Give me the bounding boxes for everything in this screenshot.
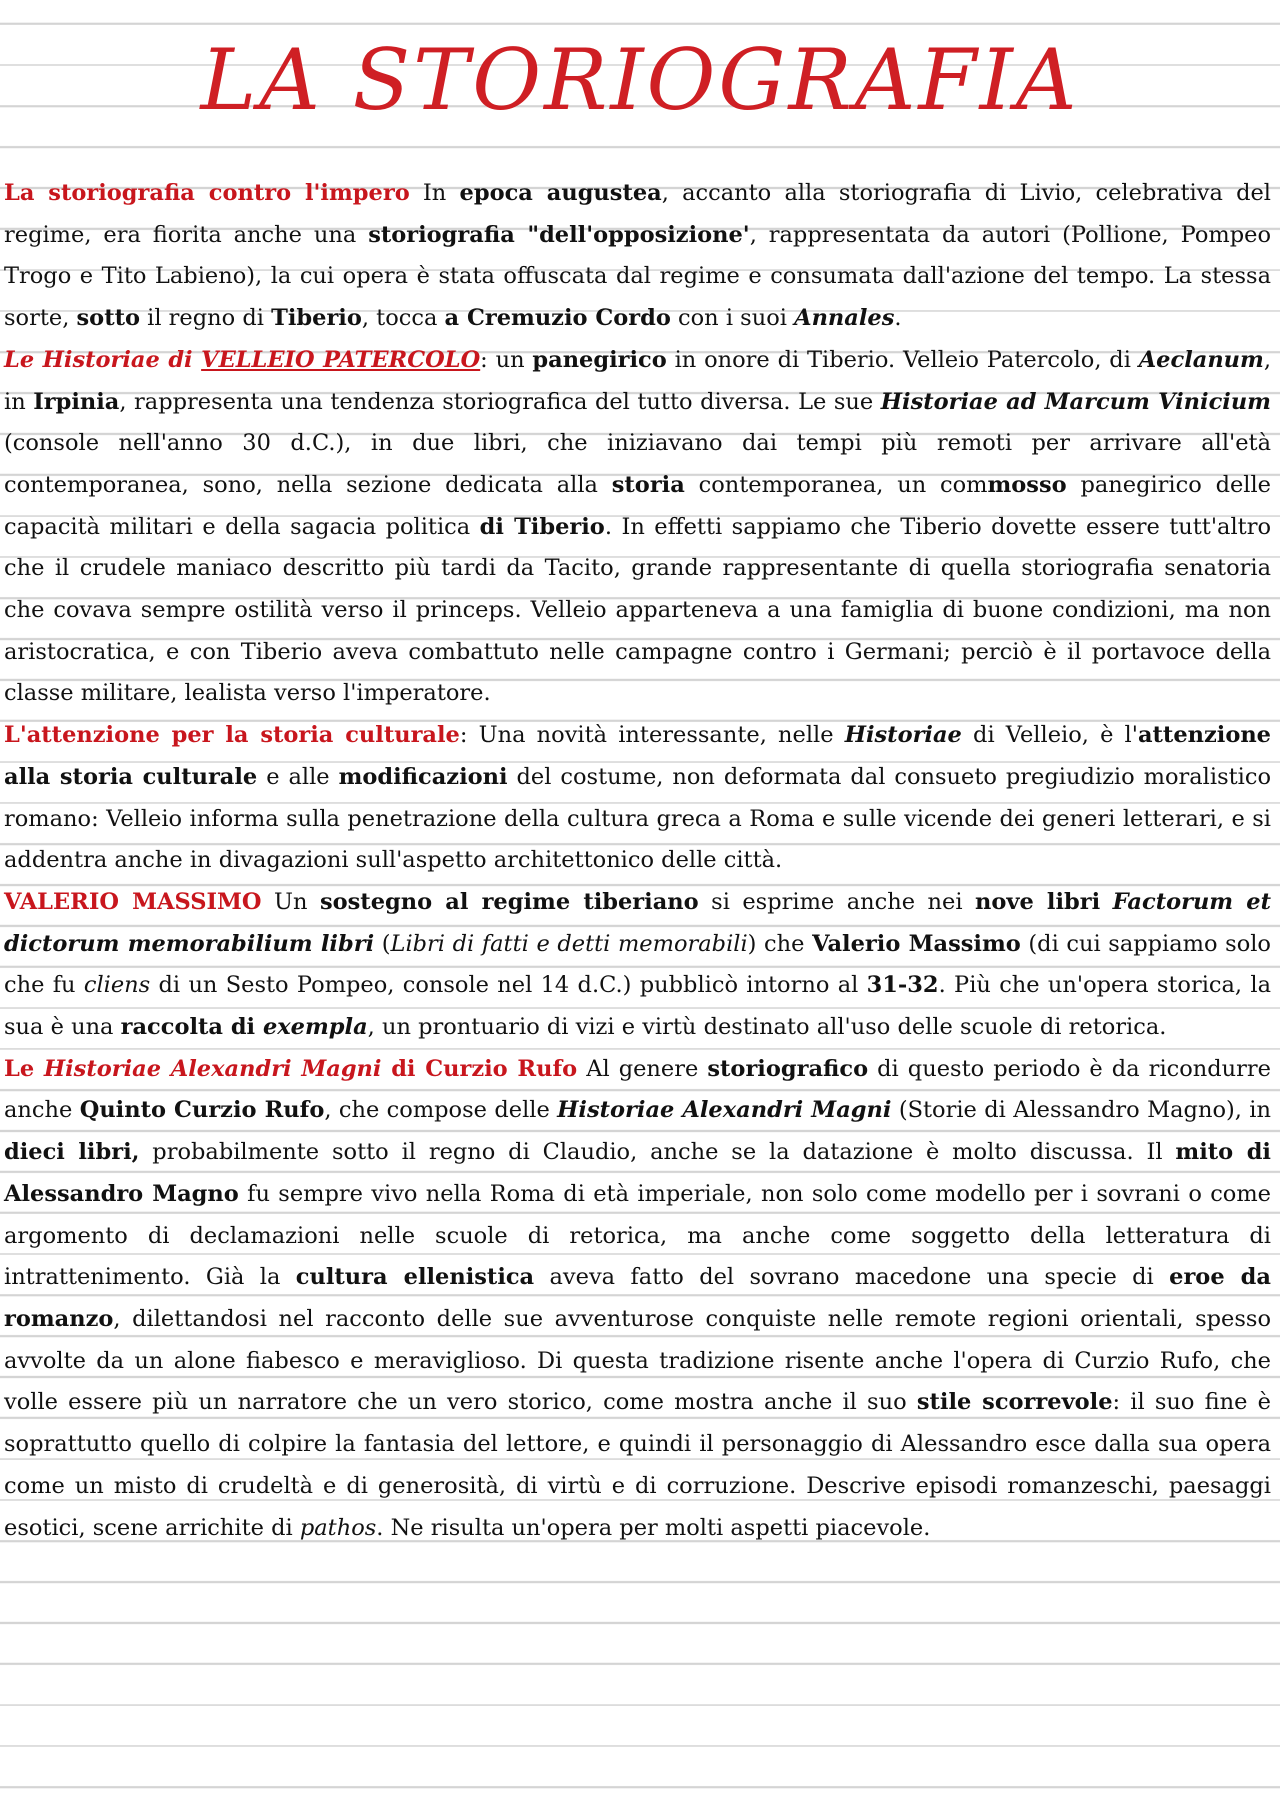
bold-text: raccolta di	[120, 1014, 263, 1041]
document-body	[4, 173, 1271, 1549]
text: , rappresentata da autori (Pollione, Pompeo Trogo e Tito Labieno), la cui opera è stata offuscata dal regime e consumata dall'azione del tempo. La stessa sorte,	[4, 221, 1271, 332]
text: del costume, non deformata dal consueto pregiudizio moralistico romano: Velleio informa sulla penetrazione della cultura greca a Roma e sulle vicende dei generi letterari, e si addentra anche in divagazioni sull'aspetto architettonico delle città.	[4, 763, 1271, 874]
text: . Ne risulta un'opera per molti aspetti piacevole.	[376, 1514, 931, 1541]
bold-text: stile scorrevole	[916, 1389, 1113, 1416]
text: il regno di	[139, 305, 272, 332]
text: (di cui sappiamo solo che fu	[4, 930, 1271, 999]
bold-text: 31-32	[866, 972, 939, 999]
text: .	[894, 305, 902, 332]
bold-text: eroe da romanzo	[4, 1264, 1271, 1332]
bold-text: Valerio Massimo	[812, 930, 1021, 957]
heading-text: Le Historiae di	[4, 346, 202, 373]
bold-text: mosso	[987, 471, 1067, 498]
text: : Una novità interessante, nelle	[459, 722, 845, 749]
text: (console nell'anno 30 d.C.), in due libri, che iniziavano dai tempi più remoti per arrivare all'età contemporanea, sono, nella sezione dedicata alla	[4, 430, 1271, 498]
text: , tocca	[361, 305, 445, 332]
text: ) che	[747, 930, 813, 957]
page-title: LA STORIOGRAFIA	[200, 31, 1080, 129]
bold-text: Tiberio	[271, 305, 362, 332]
bold-italic-text: exempla	[262, 1014, 368, 1041]
bold-text: nove libri	[975, 888, 1101, 915]
bold-text: mito di Alessandro Magno	[4, 1139, 1271, 1207]
text: . Più che un'opera storica, la sua è una	[4, 972, 1272, 1041]
heading-text: Le	[4, 1055, 44, 1082]
bold-italic-text: Historiae ad Marcum Vinicium	[880, 388, 1271, 415]
text: Un	[261, 888, 320, 915]
text: probabilmente sotto il regno di Claudio, anche se la datazione è molto discussa. Il	[139, 1139, 1176, 1166]
bold-text: panegirico	[532, 346, 667, 373]
text: contemporanea, un com	[684, 471, 988, 498]
bold-italic-text: Historiae Alexandri Magni	[557, 1097, 892, 1124]
section-heading: L'attenzione per la storia culturale	[4, 722, 460, 749]
text: di un Sesto Pompeo, console nel 14 d.C.) pubblicò intorno al	[150, 972, 867, 999]
bold-text: dieci libri,	[4, 1139, 140, 1166]
italic-text: cliens	[83, 972, 151, 999]
bold-italic-text: Factorum et dictorum memorabilium libri	[4, 888, 1271, 957]
text: aveva fatto del sovrano macedone una specie di	[534, 1264, 1170, 1291]
section-heading: VALERIO MASSIMO	[4, 888, 262, 915]
paragraph-valerio-massimo	[4, 882, 1271, 1049]
bold-italic-text: Historiae	[844, 722, 962, 749]
heading-name-link: VELLEIO PATERCOLO	[201, 346, 481, 373]
italic-text: Libri di fatti e detti memorabili	[390, 930, 748, 957]
bold-text: attenzione alla storia culturale	[4, 722, 1271, 790]
text: (Storie di Alessandro Magno), in	[891, 1097, 1271, 1124]
heading-text: di Curzio Rufo	[381, 1055, 578, 1082]
bold-text: sostegno al regime tiberiano	[319, 888, 699, 915]
paragraph-storia-culturale	[4, 715, 1271, 882]
bold-text: Quinto Curzio Rufo	[79, 1097, 325, 1124]
paragraph-storiografia-contro-impero	[4, 173, 1271, 340]
bold-text: Irpinia	[33, 388, 120, 415]
bold-text: di Tiberio	[479, 513, 605, 540]
bold-text: a Cremuzio Cordo	[444, 305, 671, 332]
italic-text: pathos	[299, 1514, 377, 1541]
text: con i suoi	[670, 305, 795, 332]
text: : un	[480, 346, 533, 373]
heading-italic-text: Historiae Alexandri Magni	[43, 1055, 382, 1082]
text: , rappresenta una tendenza storiografica del tutto diversa. Le sue	[119, 388, 881, 415]
section-heading	[4, 347, 480, 373]
bold-italic-text: Aeclanum	[1138, 346, 1264, 373]
text: , che compose delle	[324, 1097, 558, 1124]
text: in onore di Tiberio. Velleio Patercolo, di	[666, 346, 1139, 373]
bold-text: modificazioni	[338, 763, 508, 790]
paragraph-velleio-patercolo	[4, 340, 1271, 715]
text: Al genere	[577, 1055, 708, 1082]
text: fu sempre vivo nella Roma di età imperiale, non solo come modello per i sovrani o come argomento di declamazioni nelle scuole di retorica, ma anche come soggetto della letteratura di intrattenimento. Già la	[4, 1180, 1271, 1291]
bold-text: epoca augustea	[459, 180, 662, 206]
text: , in	[4, 346, 1271, 415]
bold-text: sotto	[76, 305, 140, 332]
text: , un prontuario di vizi e virtù destinato all'uso delle scuole di retorica.	[367, 1014, 1167, 1041]
bold-text: storiografia "dell'opposizione'	[368, 221, 750, 248]
text: di Velleio, è l'	[961, 722, 1138, 749]
text: , accanto alla storiografia di Livio, celebrativa del regime, era fiorita anche una	[4, 180, 1272, 248]
text: (	[374, 930, 391, 957]
text: panegirico delle capacità militari e della sagacia politica	[4, 471, 1271, 540]
section-heading	[4, 1056, 577, 1082]
text: di questo periodo è da ricondurre anche	[4, 1055, 1271, 1124]
section-heading: La storiografia contro l'impero	[4, 180, 410, 206]
text: . In effetti sappiamo che Tiberio dovette essere tutt'altro che il crudele maniaco descritto più tardi da Tacito, grande rappresentante di quella storiografia senatoria che covava sempre ostilità verso il princeps. Velleio apparteneva a una famiglia di buone condizioni, ma non aristocratica, e con Tiberio aveva combattuto nelle campagne contro i Germani; perciò è il portavoce della classe militare, lealista verso l'imperatore.	[4, 513, 1271, 707]
bold-italic-text: Annales	[794, 305, 895, 332]
text: In	[409, 180, 460, 206]
text: : il suo fine è soprattutto quello di colpire la fantasia del lettore, e quindi il personaggio di Alessandro esce dalla sua opera come un misto di crudeltà e di generosità, di virtù e di corruzione. Descrive episodi romanzeschi, paesaggi esotici, scene arrichite di	[4, 1389, 1271, 1541]
bold-text: storiografico	[707, 1055, 869, 1082]
paragraph-curzio-rufo	[4, 1049, 1271, 1549]
text: si esprime anche nei	[698, 888, 976, 915]
text	[1100, 889, 1113, 915]
text: e alle	[257, 763, 339, 790]
bold-text: cultura ellenistica	[295, 1264, 535, 1291]
bold-text: storia	[611, 471, 685, 498]
text: , dilettandosi nel racconto delle sue avventurose conquiste nelle remote regioni orientali, spesso avvolte da un alone fiabesco e meraviglioso. Di questa tradizione risente anche l'opera di Curzio Rufo, che volle essere più un narratore che un vero storico, come mostra anche il suo	[4, 1305, 1271, 1416]
